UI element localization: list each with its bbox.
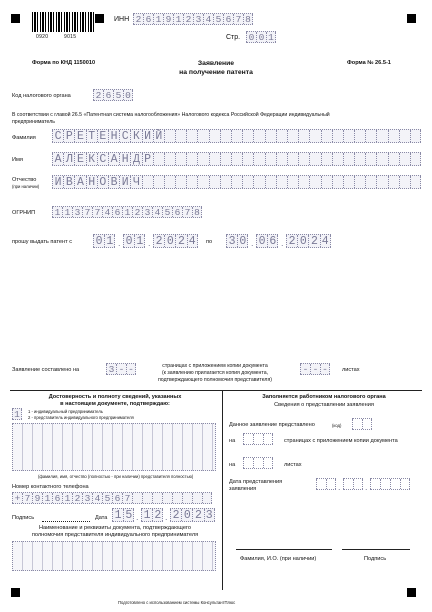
char-cell: Й bbox=[153, 130, 164, 142]
char-cell bbox=[220, 130, 231, 142]
tax-authority-label: Код налогового органа bbox=[12, 93, 71, 99]
char-cell: 1 bbox=[104, 235, 115, 247]
char-cell: К bbox=[86, 153, 97, 165]
char-cell: 3 bbox=[82, 493, 92, 503]
char-cell bbox=[376, 130, 387, 142]
char-cell bbox=[399, 130, 410, 142]
role-code-field[interactable] bbox=[12, 408, 22, 420]
char-cell bbox=[370, 479, 380, 489]
staff-pages-field[interactable] bbox=[243, 433, 273, 445]
char-cell: В bbox=[108, 176, 119, 188]
sign-date-month-field[interactable] bbox=[141, 508, 163, 522]
char-cell: 0 bbox=[123, 235, 134, 247]
char-cell: 6 bbox=[103, 90, 113, 100]
char-cell bbox=[152, 493, 162, 503]
char-cell: 9 bbox=[163, 14, 173, 24]
char-cell bbox=[197, 130, 208, 142]
presented-code-field[interactable] bbox=[352, 418, 372, 430]
char-cell: А bbox=[52, 153, 63, 165]
ogrnip-label: ОГРНИП bbox=[12, 210, 36, 216]
char-cell bbox=[242, 176, 253, 188]
char-cell: 1 bbox=[12, 409, 22, 419]
char-cell: Е bbox=[74, 153, 85, 165]
char-cell bbox=[253, 176, 264, 188]
pages-label: Заявление составлено на bbox=[12, 367, 80, 373]
char-cell: В bbox=[63, 176, 74, 188]
char-cell bbox=[164, 130, 175, 142]
char-cell: 1 bbox=[141, 509, 152, 521]
char-cell: 2 bbox=[153, 235, 164, 247]
char-cell: 1 bbox=[173, 14, 183, 24]
date-label: Дата bbox=[95, 515, 108, 521]
char-cell: 1 bbox=[122, 207, 132, 217]
char-cell bbox=[380, 479, 390, 489]
phone-label: Номер контактного телефона bbox=[12, 484, 89, 490]
char-cell: 2 bbox=[132, 207, 142, 217]
char-cell bbox=[231, 176, 242, 188]
barcode-number-right: 9015 bbox=[64, 34, 77, 40]
tax-form-page: 0920 9015 ИНН 2 6 1 9 1 2 3 4 5 6 7 8 Стр. 0 0 1 Форма по КНД 1150010 Форма № 26.5-1 Заявление на получение патента Код налогового органа 2 6 5 0 В соответствии с главой 26.5 «Патентная система налогообложения» Налогового кодекса Российской Федерации индивидуальный предприниматель Фамилия С Р Е Т Е Н С К И Й Имя А Л Е К С А Н Д Р Отчество (при наличии) И В А Н О В И Ч ОГРНИП 1 1 3 7 7 4 6 1 2 3 4 5 6 7 8 прошу выдать патент с 0 1 . 0 1 . 2 0 2 4 по 3 0 . 0 6 . 2 0 2 4 Заявление составлено на 3 - - страницах с приложением копии документа (к заявлению прилагается копия документа, подтверждающего полномочия представителя) - - - листах Достоверность и полноту сведений, указанных в настоящем документе, подтверждаю: 1 1 - индивидуальный предприниматель 2 - представитель индивидуального предпринимателя (фамилия, имя, отчество (полностью - при наличии) представителя полностью) Номер контактного телефона + 7 9 1 6 1 2 3 4 5 6 7 Подпись Дата 1 5 . 1 2 . 2 0 2 3 Наименование и реквизиты документа, подтверждающего полномочия представителя индивидуального предпринимателя Заполняется работником налогового органа Сведения о представлении заявления Данное заявление представлено (код) на страницах с приложением копии документа на листах Дата представления заявления . . Фамилия, И.О. (при наличии) Подпись Подготовлено с использованием системы КонсультантПлюс bbox=[0, 0, 432, 612]
char-cell: Н bbox=[119, 153, 130, 165]
char-cell: 0 bbox=[246, 32, 256, 42]
char-cell: Е bbox=[97, 130, 108, 142]
signature-label: Подпись bbox=[12, 515, 35, 521]
char-cell bbox=[162, 493, 172, 503]
char-cell bbox=[142, 493, 152, 503]
char-cell: 4 bbox=[102, 207, 112, 217]
char-cell: 4 bbox=[187, 235, 198, 247]
date-presented-label-line1: Дата представления bbox=[229, 479, 283, 485]
from-month-field[interactable] bbox=[123, 234, 145, 248]
char-cell bbox=[309, 153, 320, 165]
intro-text-line1: В соответствии с главой 26.5 «Патентная система налогообложения» Налогового кодекса Российской Федерации индивидуальный bbox=[12, 112, 330, 118]
char-cell bbox=[242, 153, 253, 165]
char-cell: 4 bbox=[152, 207, 162, 217]
char-cell bbox=[186, 130, 197, 142]
char-cell bbox=[332, 153, 343, 165]
char-cell bbox=[321, 130, 332, 142]
char-cell: 1 bbox=[266, 32, 276, 42]
char-cell: 0 bbox=[256, 235, 267, 247]
form-number: Форма № 26.5-1 bbox=[347, 60, 391, 66]
char-cell bbox=[231, 130, 242, 142]
footer-note: Подготовлено с использованием системы КонсультантПлюс bbox=[118, 600, 236, 605]
char-cell: 1 bbox=[52, 207, 62, 217]
char-cell: 0 bbox=[237, 235, 248, 247]
char-cell: 5 bbox=[162, 207, 172, 217]
intro-text-line2: предприниматель bbox=[12, 119, 55, 125]
name-label: Имя bbox=[12, 157, 23, 163]
from-year-field[interactable] bbox=[153, 234, 198, 248]
corner-marker-bottom-right bbox=[407, 588, 416, 597]
tax-authority-code-field[interactable] bbox=[93, 89, 133, 101]
char-cell bbox=[253, 153, 264, 165]
sheets-label: листах bbox=[342, 367, 360, 373]
surname-label: Фамилия bbox=[12, 135, 36, 141]
char-cell bbox=[388, 153, 399, 165]
char-cell bbox=[197, 153, 208, 165]
char-cell bbox=[186, 176, 197, 188]
char-cell bbox=[410, 153, 421, 165]
pages-count-field[interactable] bbox=[106, 363, 136, 375]
corner-marker-top-right bbox=[407, 14, 416, 23]
char-cell: 6 bbox=[267, 235, 278, 247]
representative-fio-note: (фамилия, имя, отчество (полностью - при наличии) представителя полностью) bbox=[38, 474, 194, 479]
char-cell bbox=[287, 130, 298, 142]
char-cell: 2 bbox=[152, 509, 163, 521]
date-presented-day-field[interactable] bbox=[316, 478, 336, 490]
char-cell: 0 bbox=[123, 90, 133, 100]
char-cell bbox=[399, 176, 410, 188]
char-cell bbox=[242, 130, 253, 142]
staff-pages-text: страницах с приложением копии документа bbox=[284, 438, 398, 444]
char-cell: И bbox=[52, 176, 63, 188]
char-cell: 3 bbox=[142, 207, 152, 217]
document-label-line1: Наименование и реквизиты документа, подтверждающего bbox=[39, 525, 191, 531]
char-cell: 7 bbox=[92, 207, 102, 217]
sheets-count-field[interactable] bbox=[300, 363, 330, 375]
on-sheets-label: на bbox=[229, 462, 236, 468]
form-title-line1: Заявление bbox=[197, 60, 235, 67]
char-cell bbox=[253, 130, 264, 142]
char-cell bbox=[186, 153, 197, 165]
char-cell bbox=[298, 130, 309, 142]
char-cell: 5 bbox=[102, 493, 112, 503]
char-cell: - bbox=[320, 364, 330, 374]
ogrnip-field[interactable] bbox=[52, 206, 202, 218]
char-cell bbox=[175, 153, 186, 165]
char-cell: 2 bbox=[175, 235, 186, 247]
char-cell bbox=[390, 479, 400, 489]
char-cell bbox=[209, 153, 220, 165]
char-cell: 2 bbox=[286, 235, 297, 247]
char-cell bbox=[309, 130, 320, 142]
char-cell: 5 bbox=[113, 90, 123, 100]
char-cell bbox=[132, 493, 142, 503]
inn-field[interactable] bbox=[133, 13, 253, 25]
char-cell bbox=[175, 176, 186, 188]
right-block-title: Заполняется работником налогового органа bbox=[262, 394, 386, 400]
char-cell bbox=[410, 130, 421, 142]
char-cell bbox=[231, 153, 242, 165]
char-cell bbox=[276, 176, 287, 188]
char-cell bbox=[276, 153, 287, 165]
char-cell: 2 bbox=[183, 14, 193, 24]
char-cell bbox=[209, 176, 220, 188]
char-cell bbox=[175, 130, 186, 142]
char-cell: 5 bbox=[213, 14, 223, 24]
char-cell bbox=[343, 479, 353, 489]
char-cell: 6 bbox=[112, 207, 122, 217]
char-cell bbox=[365, 176, 376, 188]
char-cell: + bbox=[12, 493, 22, 503]
char-cell: Е bbox=[74, 130, 85, 142]
char-cell bbox=[388, 176, 399, 188]
char-cell bbox=[388, 130, 399, 142]
left-block-title-line1: Достоверность и полноту сведений, указанных bbox=[48, 394, 182, 400]
sign-date-year-field[interactable] bbox=[170, 508, 215, 522]
char-cell bbox=[354, 153, 365, 165]
char-cell: 1 bbox=[153, 14, 163, 24]
char-cell: 2 bbox=[93, 90, 103, 100]
char-cell bbox=[220, 176, 231, 188]
char-cell: 6 bbox=[223, 14, 233, 24]
char-cell bbox=[253, 458, 263, 468]
signature-line bbox=[42, 521, 90, 522]
char-cell bbox=[265, 130, 276, 142]
char-cell bbox=[265, 176, 276, 188]
char-cell bbox=[365, 130, 376, 142]
char-cell: 0 bbox=[93, 235, 104, 247]
representative-document-field[interactable] bbox=[12, 541, 216, 571]
section-divider bbox=[10, 390, 422, 391]
char-cell: 0 bbox=[164, 235, 175, 247]
char-cell: 3 bbox=[226, 235, 237, 247]
char-cell bbox=[410, 176, 421, 188]
char-cell: О bbox=[97, 176, 108, 188]
staff-fio-label: Фамилия, И.О. (при наличии) bbox=[240, 556, 317, 562]
char-cell bbox=[343, 176, 354, 188]
char-cell bbox=[276, 130, 287, 142]
char-cell bbox=[153, 176, 164, 188]
patent-period-label: прошу выдать патент с bbox=[12, 239, 72, 245]
char-cell: 7 bbox=[182, 207, 192, 217]
char-cell bbox=[287, 176, 298, 188]
form-title-line2: на получение патента bbox=[179, 69, 253, 76]
char-cell: 1 bbox=[134, 235, 145, 247]
char-cell: К bbox=[130, 130, 141, 142]
date-presented-year-field[interactable] bbox=[370, 478, 410, 490]
char-cell: 8 bbox=[243, 14, 253, 24]
char-cell bbox=[353, 479, 363, 489]
char-cell bbox=[365, 153, 376, 165]
barcode-number-left: 0920 bbox=[36, 34, 49, 40]
right-block-subtitle: Сведения о представлении заявления bbox=[274, 402, 374, 408]
char-cell: 6 bbox=[52, 493, 62, 503]
char-cell: 1 bbox=[62, 493, 72, 503]
staff-sheets-field[interactable] bbox=[243, 457, 273, 469]
presented-code-label: (код) bbox=[332, 423, 342, 428]
char-cell bbox=[343, 153, 354, 165]
char-cell: 7 bbox=[82, 207, 92, 217]
char-cell: - bbox=[310, 364, 320, 374]
char-cell bbox=[182, 493, 192, 503]
char-cell: 4 bbox=[203, 14, 213, 24]
char-cell: 0 bbox=[256, 32, 266, 42]
char-cell bbox=[321, 176, 332, 188]
to-day-field[interactable] bbox=[226, 234, 248, 248]
char-cell: 4 bbox=[92, 493, 102, 503]
char-cell bbox=[376, 153, 387, 165]
char-cell: 2 bbox=[133, 14, 143, 24]
char-cell bbox=[354, 130, 365, 142]
char-cell: - bbox=[126, 364, 136, 374]
char-cell: Д bbox=[130, 153, 141, 165]
sign-date-day-field[interactable] bbox=[112, 508, 134, 522]
char-cell: 6 bbox=[172, 207, 182, 217]
char-cell bbox=[192, 493, 202, 503]
char-cell bbox=[197, 176, 208, 188]
patronymic-field[interactable] bbox=[52, 175, 421, 189]
char-cell bbox=[399, 153, 410, 165]
char-cell bbox=[298, 153, 309, 165]
char-cell: 8 bbox=[192, 207, 202, 217]
char-cell bbox=[298, 176, 309, 188]
char-cell: 6 bbox=[112, 493, 122, 503]
char-cell: А bbox=[74, 176, 85, 188]
char-cell bbox=[343, 130, 354, 142]
pages-middle-line2: (к заявлению прилагается копия документа, bbox=[161, 370, 269, 376]
pages-middle-line3: подтверждающего полномочия представителя) bbox=[157, 377, 272, 383]
char-cell: Ч bbox=[130, 176, 141, 188]
char-cell bbox=[332, 130, 343, 142]
name-field[interactable] bbox=[52, 152, 421, 166]
char-cell bbox=[243, 434, 253, 444]
char-cell bbox=[153, 153, 164, 165]
char-cell bbox=[354, 176, 365, 188]
char-cell bbox=[164, 153, 175, 165]
representative-fio-field[interactable] bbox=[12, 423, 216, 471]
column-divider bbox=[222, 390, 223, 590]
char-cell: 2 bbox=[192, 509, 203, 521]
char-cell: 9 bbox=[32, 493, 42, 503]
to-month-field[interactable] bbox=[256, 234, 278, 248]
staff-signature-line bbox=[342, 549, 410, 550]
char-cell: 7 bbox=[233, 14, 243, 24]
staff-signature-label: Подпись bbox=[364, 556, 387, 562]
char-cell: 0 bbox=[297, 235, 308, 247]
char-cell: 1 bbox=[42, 493, 52, 503]
form-knd-code: Форма по КНД 1150010 bbox=[32, 60, 96, 66]
char-cell: 2 bbox=[72, 493, 82, 503]
char-cell: Р bbox=[142, 153, 153, 165]
char-cell: С bbox=[52, 130, 63, 142]
char-cell bbox=[142, 176, 153, 188]
char-cell bbox=[265, 153, 276, 165]
to-year-field[interactable] bbox=[286, 234, 331, 248]
char-cell: И bbox=[119, 176, 130, 188]
char-cell: Р bbox=[63, 130, 74, 142]
char-cell: - bbox=[300, 364, 310, 374]
char-cell: 4 bbox=[320, 235, 331, 247]
left-block-title-line2: в настоящем документе, подтверждаю: bbox=[60, 401, 170, 407]
char-cell: Л bbox=[63, 153, 74, 165]
char-cell: 3 bbox=[204, 509, 215, 521]
barcode bbox=[32, 12, 94, 32]
char-cell bbox=[332, 176, 343, 188]
char-cell bbox=[376, 176, 387, 188]
char-cell bbox=[321, 153, 332, 165]
char-cell bbox=[316, 479, 326, 489]
role-option-2: 2 - представитель индивидуального предпринимателя bbox=[28, 415, 134, 420]
staff-fio-line bbox=[236, 549, 332, 550]
char-cell: 0 bbox=[181, 509, 192, 521]
char-cell bbox=[172, 493, 182, 503]
char-cell: 3 bbox=[106, 364, 116, 374]
char-cell: С bbox=[97, 153, 108, 165]
char-cell bbox=[202, 493, 212, 503]
char-cell: 2 bbox=[308, 235, 319, 247]
date-presented-label-line2: заявления bbox=[229, 486, 257, 492]
patent-period-to-label: по bbox=[206, 239, 213, 245]
char-cell bbox=[362, 419, 372, 429]
role-option-1: 1 - индивидуальный предприниматель bbox=[28, 409, 103, 414]
corner-marker-top-left bbox=[11, 14, 20, 23]
char-cell: И bbox=[142, 130, 153, 142]
inn-label: ИНН bbox=[114, 16, 130, 23]
presented-label: Данное заявление представлено bbox=[229, 422, 315, 428]
char-cell: - bbox=[116, 364, 126, 374]
page-number-field[interactable] bbox=[246, 31, 276, 43]
char-cell: 3 bbox=[72, 207, 82, 217]
char-cell: 5 bbox=[123, 509, 134, 521]
corner-marker-bottom-left bbox=[11, 588, 20, 597]
date-presented-month-field[interactable] bbox=[343, 478, 363, 490]
char-cell: 7 bbox=[22, 493, 32, 503]
phone-field[interactable] bbox=[12, 492, 212, 504]
char-cell: Н bbox=[86, 176, 97, 188]
char-cell bbox=[309, 176, 320, 188]
char-cell: С bbox=[119, 130, 130, 142]
char-cell bbox=[263, 458, 273, 468]
char-cell: Н bbox=[108, 130, 119, 142]
char-cell: 2 bbox=[170, 509, 181, 521]
char-cell bbox=[209, 130, 220, 142]
char-cell: 1 bbox=[62, 207, 72, 217]
char-cell bbox=[253, 434, 263, 444]
staff-sheets-text: листах bbox=[284, 462, 302, 468]
surname-field[interactable] bbox=[52, 129, 421, 143]
char-cell bbox=[326, 479, 336, 489]
char-cell bbox=[243, 458, 253, 468]
page-label: Стр. bbox=[226, 34, 241, 41]
char-cell: Т bbox=[86, 130, 97, 142]
corner-marker-top-mid bbox=[95, 14, 104, 23]
char-cell bbox=[352, 419, 362, 429]
char-cell bbox=[164, 176, 175, 188]
char-cell: 6 bbox=[143, 14, 153, 24]
char-cell bbox=[263, 434, 273, 444]
patronymic-note: (при наличии) bbox=[12, 184, 40, 189]
char-cell: 3 bbox=[193, 14, 203, 24]
pages-middle-line1: страницах с приложением копии документа bbox=[162, 363, 268, 369]
char-cell bbox=[400, 479, 410, 489]
char-cell: 7 bbox=[122, 493, 132, 503]
patronymic-label: Отчество bbox=[12, 177, 37, 183]
char-cell: А bbox=[108, 153, 119, 165]
from-day-field[interactable] bbox=[93, 234, 115, 248]
on-pages-label: на bbox=[229, 438, 236, 444]
char-cell bbox=[287, 153, 298, 165]
char-cell: 1 bbox=[112, 509, 123, 521]
document-label-line2: полномочия представителя индивидуального предпринимателя bbox=[31, 532, 199, 538]
char-cell bbox=[220, 153, 231, 165]
